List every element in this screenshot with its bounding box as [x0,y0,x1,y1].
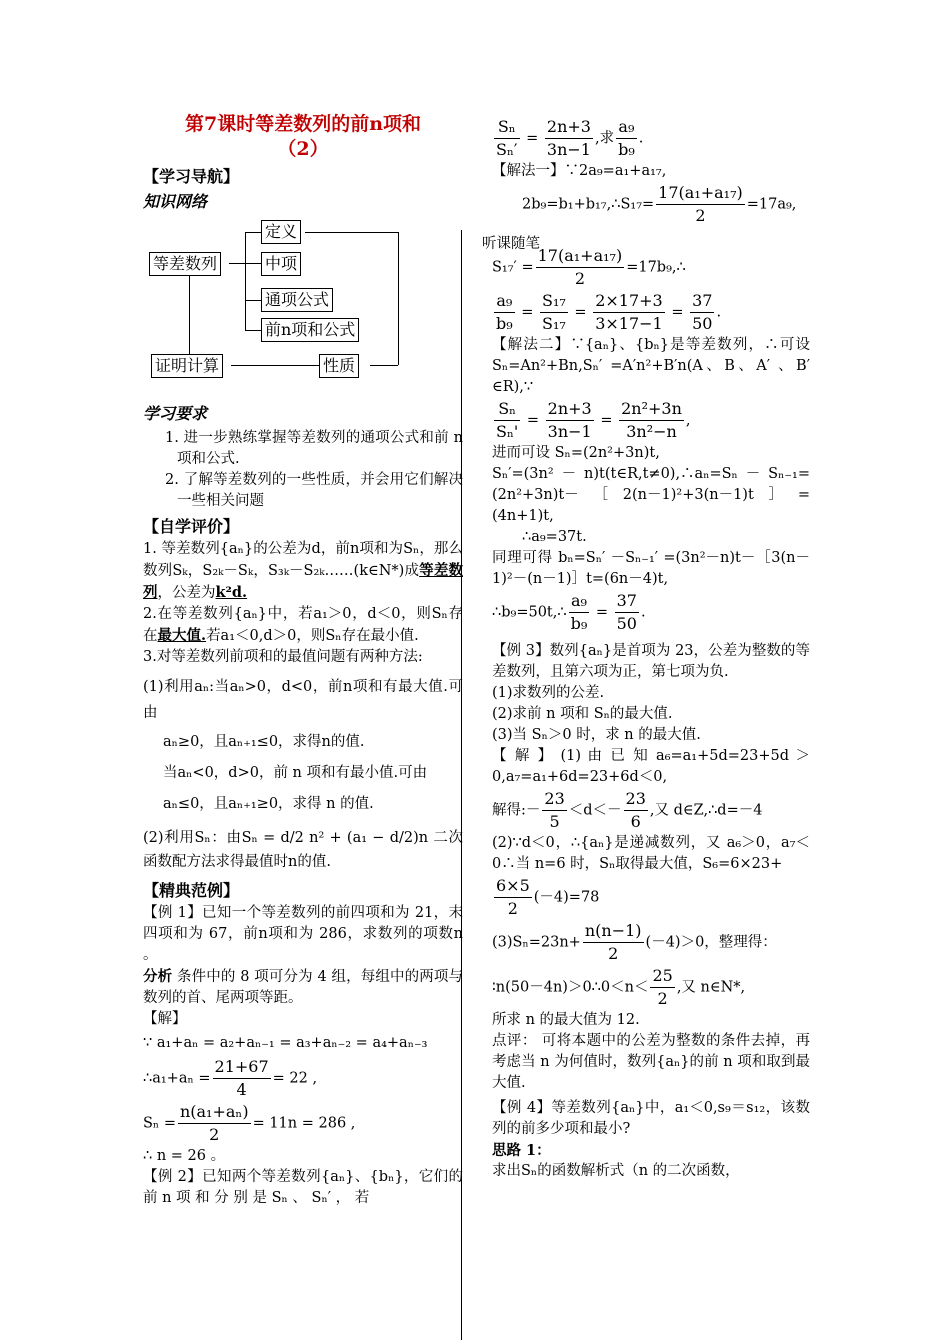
method-1-cond2: aₙ≤0，且aₙ₊₁≥0，求得 n 的值. [163,796,374,812]
example-3-s4: (3)Sₙ=23n+ $\frac{n(n-1)}{2}$ (－4)＞0，整理得： [492,921,777,963]
self-eval-p3: 3.对等差数列前项和的最值问题有两种方法: [143,649,423,665]
example-3: 【例 3】数列{aₙ}是首项为 23，公差为整数的等差数列，且第六项为正，第七项为负. [492,643,810,680]
page-title: 第7课时等差数列的前n项和 [184,113,422,135]
solution-2a: 【解法二】∵{aₙ}、{bₙ}是等差数列，∴可设Sₙ=An²+Bn,Sₙ′ =A′n²+B′n(A、B、A′ 、B′ ∈R),∵ [492,337,810,395]
method-1: (1)利用aₙ:当aₙ>0，d<0，前n项和有最大值.可由 [143,679,463,721]
example-3-s5: ∶n(50－4n)＞0∴0＜n＜ $\frac{25}{2}$ ,又 n∈N*, [492,966,746,1008]
diagram-sum: 前n项和公式 [261,318,359,342]
solution-2c: 进而可设 Sₙ=(2n²+3n)t, [492,445,660,461]
left-column [143,112,463,1209]
diagram-def: 定义 [261,220,301,244]
solution-2d: Sₙ′=(3n² － n)t(t∈R,t≠0),∴aₙ=Sₙ － Sₙ₋₁=(2n²+3n)t－［2(n－1)²+3(n－1)t］=(4n+1)t, [492,466,810,524]
example-3-q1: (1)求数列的公差. [492,685,605,701]
requirement-item: 2. 了解等差数列的一些性质，并会用它们解决一些相关问题 [165,472,463,509]
example-3-q2: (2)求前 n 项和 Sₙ的最大值. [492,706,673,722]
example-1-eq1: ∵ a₁+aₙ = a₂+aₙ₋₁ = a₃+aₙ₋₂ = a₄+aₙ₋₃ [143,1035,428,1051]
solution-2b: $\frac{\text{Sₙ}}{\text{Sₙ'}}$ = $\frac{2n+3}{3n-1}$ = $\frac{\text{2n²+3n}}{\text{3n²−n}}$ , [496,399,691,441]
self-eval-p2: 2.在等差数列{aₙ}中，若a₁＞0，d＜0，则Sₙ存在最大值.若a₁＜0,d＞0，则Sₙ存在最小值. [143,606,463,644]
diagram-root: 等差数列 [149,252,221,276]
diagram-proof: 证明计算 [151,354,223,378]
example-1-eq2: ∴a₁+aₙ = $\frac{21+67}{4}$ = 22 , [143,1057,318,1099]
self-eval-heading: 【自学评价】 [143,517,240,536]
solution-1b: 2b₉=b₁+b₁₇,∴S₁₇= $\frac{\text{17(a₁+a₁₇)}}{2}$ =17a₉, [522,183,797,225]
page-title-part: （2） [277,138,329,160]
method-1-cond: aₙ≥0，且aₙ₊₁≤0，求得n的值. [163,734,365,750]
ratio-given: $\frac{\text{Sₙ}}{\text{Sₙ′}}$ = $\frac{2n+3}{3n-1}$ ,求 $\frac{\text{a₉}}{\text{b₉}}$ . [496,117,644,159]
solution-2g: ∴b₉=50t,∴ $\frac{\text{a₉}}{\text{b₉}}$ = $\frac{37}{50}$ . [492,591,646,633]
example-3-s3b: $\frac{6\times 5}{2}$ (－4)=78 [496,876,600,918]
example-3-s1: 【 解 】 (1) 由 已 知 a₆=a₁+5d=23+5d ＞0,a₇=a₁+6d=23+6d＜0, [492,748,810,785]
network-label: 知识网络 [143,192,208,211]
example-1-solution-label: 【解】 [143,1011,187,1027]
requirement-item: 1. 进一步熟练掌握等差数列的通项公式和前 n项和公式. [165,430,463,467]
knowledge-diagram [143,216,463,391]
method-1-min: 当aₙ<0，d>0，前 n 项和有最小值.可由 [163,765,428,781]
diagram-general: 通项公式 [261,288,333,312]
example-1: 【例 1】已知一个等差数列的前四项和为 21，末四项和为 67，前n项和为 286，求数列的项数n 。 [143,905,463,963]
side-note: 听课随笔 [482,236,540,252]
example-2: 【例 2】已知两个等差数列{aₙ}、{bₙ}，它们的 前 n 项 和 分 别 是 Sₙ 、 Sₙ′ ， 若 [143,1169,463,1206]
example-4-idea: 思路 1： [492,1142,551,1159]
solution-2f: 同理可得 bₙ=Sₙ′ －Sₙ₋₁′ =(3n²－n)t－［3(n－1)²－(n－1)］t=(6n－4)t, [492,550,810,587]
solution-1d: $\frac{\text{a₉}}{\text{b₉}}$ = $\frac{\text{S₁₇}}{\text{S₁₇}}$ = $\frac{2\times 17+3}{3\times 17-1}$ = $\frac{37}{50}$ . [496,291,722,333]
nav-heading: 【学习导航】 [143,167,240,186]
solution-1a: 【解法一】∵2a₉=a₁+a₁₇, [492,163,667,179]
self-eval-p1: 1. 等差数列{aₙ}的公差为d，前n项和为Sₙ，那么数列Sₖ，S₂ₖ－Sₖ，S₃ₖ－S₂ₖ……(k∈N*)成等差数列，公差为k²d. [143,541,464,601]
example-3-s2: 解得:－ $\frac{23}{5}$ ＜d＜－ $\frac{23}{6}$ ,又 d∈Z,∴d=－4 [492,789,763,831]
requirements-label: 学习要求 [143,404,208,423]
example-3-s6: 所求 n 的最大值为 12. [492,1012,640,1028]
comment: 点评： 可将本题中的公差为整数的条件去掉，再考虑当 n 为何值时，数列{aₙ}的前 n 项和取到最大值. [492,1033,810,1091]
example-4-text: 求出Sₙ的函数解析式（n 的二次函数， [492,1163,740,1179]
diagram-prop: 性质 [319,354,359,378]
method-2: (2)利用Sₙ：由Sₙ = d/2 n² + (a₁ − d/2)n 二次函数配方法求得最值时n的值. [143,830,463,870]
examples-heading: 【精典范例】 [143,881,240,900]
diagram-mid: 中项 [261,252,301,276]
example-1-analysis: 分析 条件中的 8 项可分为 4 组，每组中的两项与数列的首、尾两项等距。 [143,968,463,1006]
right-column [492,116,810,1182]
example-3-q3: (3)当 Sₙ＞0 时，求 n 的最大值. [492,727,701,743]
example-1-eq4: ∴ n = 26 。 [143,1148,226,1164]
solution-1c: S₁₇′ = $\frac{\text{17(a₁+a₁₇)}}{2}$ =17b₉,∴ [492,246,686,288]
example-3-s3: (2)∵d＜0，∴{aₙ}是递减数列，又 a₆＞0，a₇＜0∴当 n=6 时，Sₙ取得最大值，S₆=6×23+ [492,835,810,872]
example-1-eq3: Sₙ = $\frac{\text{n(a₁+aₙ)}}{2}$ = 11n = 286 , [143,1102,356,1144]
example-4: 【例 4】等差数列{aₙ}中，a₁＜0,s₉＝s₁₂，该数列的前多少项和最小? [492,1100,810,1137]
solution-2e: ∴a₉=37t. [522,529,587,545]
